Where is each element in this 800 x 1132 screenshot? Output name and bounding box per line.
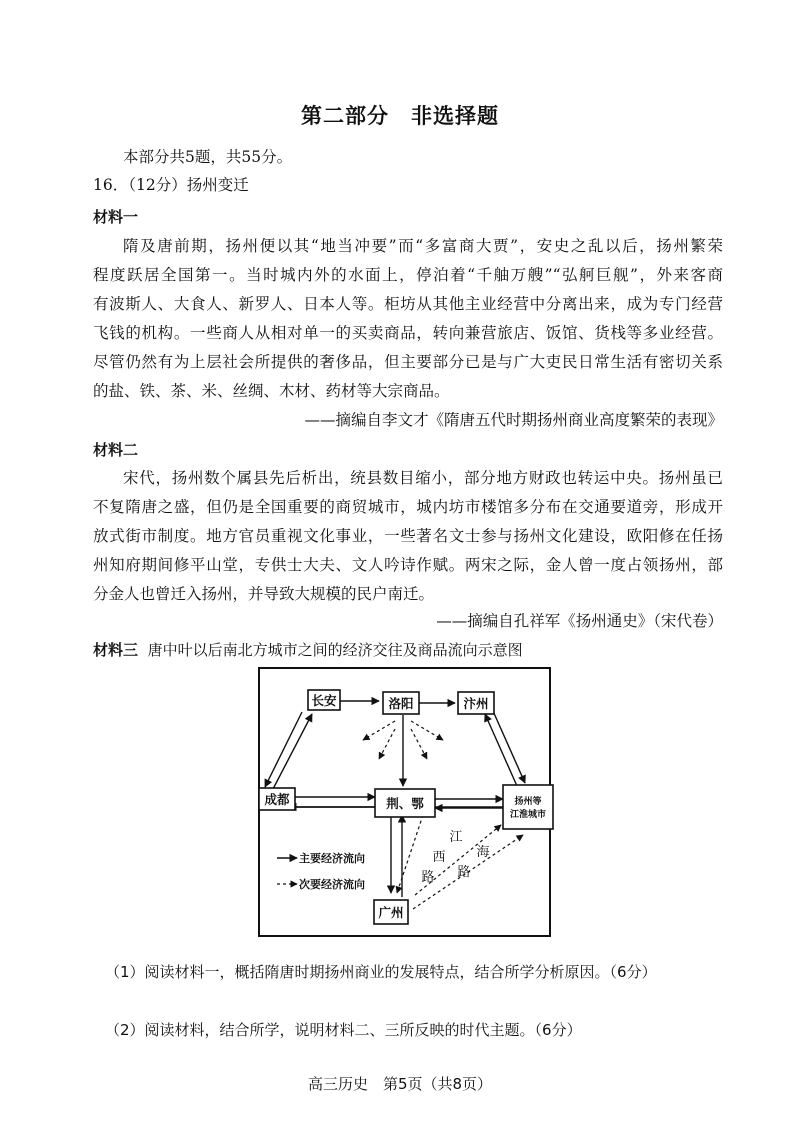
material1-source: ——摘编自李文才《隋唐五代时期扬州商业高度繁荣的表现》 xyxy=(304,411,723,429)
material2-line: 州知府期间修平山堂，专供士大夫、文人吟诗作赋。两宋之际，金人曾一度占领扬州，部 xyxy=(93,556,723,574)
material3-label: 材料三 xyxy=(93,641,139,659)
city-label-jing-e: 荆、鄂 xyxy=(386,796,424,811)
material1-line: 隋及唐前期，扬州便以其“地当冲要”而“多富商大贾”，安史之乱以后，扬州繁荣 xyxy=(123,237,723,255)
question-1: （1）阅读材料一，概括隋唐时期扬州商业的发展特点，结合所学分析原因。（6分） xyxy=(105,963,657,981)
material1-line: 的盐、铁、茶、米、丝绸、木材、药材等大宗商品。 xyxy=(93,382,450,400)
city-label-yangzhou: 扬州等 xyxy=(514,797,542,807)
trade-flow-diagram xyxy=(255,665,555,940)
city-box-yangzhou xyxy=(503,785,553,829)
question-2: （2）阅读材料，结合所学，说明材料二、三所反映的时代主题。（6分） xyxy=(105,1021,582,1039)
material1-line: 程度跃居全国第一。当时城内外的水面上，停泊着“千舳万艘”“弘舸巨舰”，外来客商 xyxy=(93,266,723,284)
route-label: 西 xyxy=(432,850,446,865)
city-label-guangzhou: 广州 xyxy=(378,905,404,920)
material1-line: 飞钱的机构。一些商人从相对单一的买卖商品，转向兼营旅店、饭馆、货栈等多业经营。 xyxy=(93,324,723,342)
city-label-yangzhou: 江淮城市 xyxy=(509,810,547,820)
secondary-flow-arrow xyxy=(379,729,395,759)
route-label: 路 xyxy=(421,870,435,885)
material2-source: ——摘编自孔祥军《扬州通史》（宋代卷） xyxy=(436,612,723,630)
route-label: 路 xyxy=(457,865,471,880)
city-label-chengdu: 成都 xyxy=(264,792,290,807)
material2-line: 宋代，扬州数个属县先后析出，统县数目缩小，部分地方财政也转运中央。扬州虽已 xyxy=(123,469,723,487)
diagram-legend xyxy=(277,851,365,891)
main-flow-arrow xyxy=(265,712,302,787)
city-label-luoyang: 洛阳 xyxy=(388,696,414,711)
material3-heading xyxy=(93,640,723,660)
city-label-changan: 长安 xyxy=(311,693,337,708)
material3-caption: 唐中叶以后南北方城市之间的经济交往及商品流向示意图 xyxy=(147,641,523,659)
legend-secondary-label: 次要经济流向 xyxy=(299,878,365,891)
route-label: 江 xyxy=(449,830,463,845)
material1-line: 有波斯人、大食人、新罗人、日本人等。柜坊从其他主业经营中分离出来，成为专门经营 xyxy=(93,295,723,313)
material1-line: 尽管仍然有为上层社会所提供的奢侈品，但主要部分已是与广大吏民日常生活有密切关系 xyxy=(93,353,723,371)
page-footer: 高三历史 第5页（共8页） xyxy=(307,1075,493,1093)
material2-line: 不复隋唐之盛，但仍是全国重要的商贸城市，城内坊市楼馆多分布在交通要道旁，形成开 xyxy=(93,498,723,516)
section-intro: 本部分共5题，共55分。 xyxy=(123,148,293,166)
question-16-header: 16．（12分）扬州变迁 xyxy=(93,176,249,194)
material2-label: 材料二 xyxy=(93,441,139,459)
route-label: 海 xyxy=(476,845,490,860)
material2-line: 分金人也曾迁入扬州，并导致大规模的民户南迁。 xyxy=(93,585,435,603)
material2-line: 放式街市制度。地方官员重视文化事业，一些著名文士参与扬州文化建设，欧阳修在任扬 xyxy=(93,527,723,545)
main-flow-arrow xyxy=(493,711,525,783)
secondary-flow-arrow xyxy=(363,721,395,740)
main-flow-arrow xyxy=(273,714,312,789)
city-label-bianzhou: 汴州 xyxy=(463,696,489,711)
section-title: 第二部分 非选择题 xyxy=(301,104,499,128)
legend-main-label: 主要经济流向 xyxy=(299,852,365,865)
secondary-flow-arrow xyxy=(411,729,427,759)
material1-label: 材料一 xyxy=(93,208,139,226)
secondary-flow-arrow xyxy=(411,721,443,740)
main-flow-arrow xyxy=(485,714,517,786)
secondary-flow-arrow xyxy=(397,815,423,893)
